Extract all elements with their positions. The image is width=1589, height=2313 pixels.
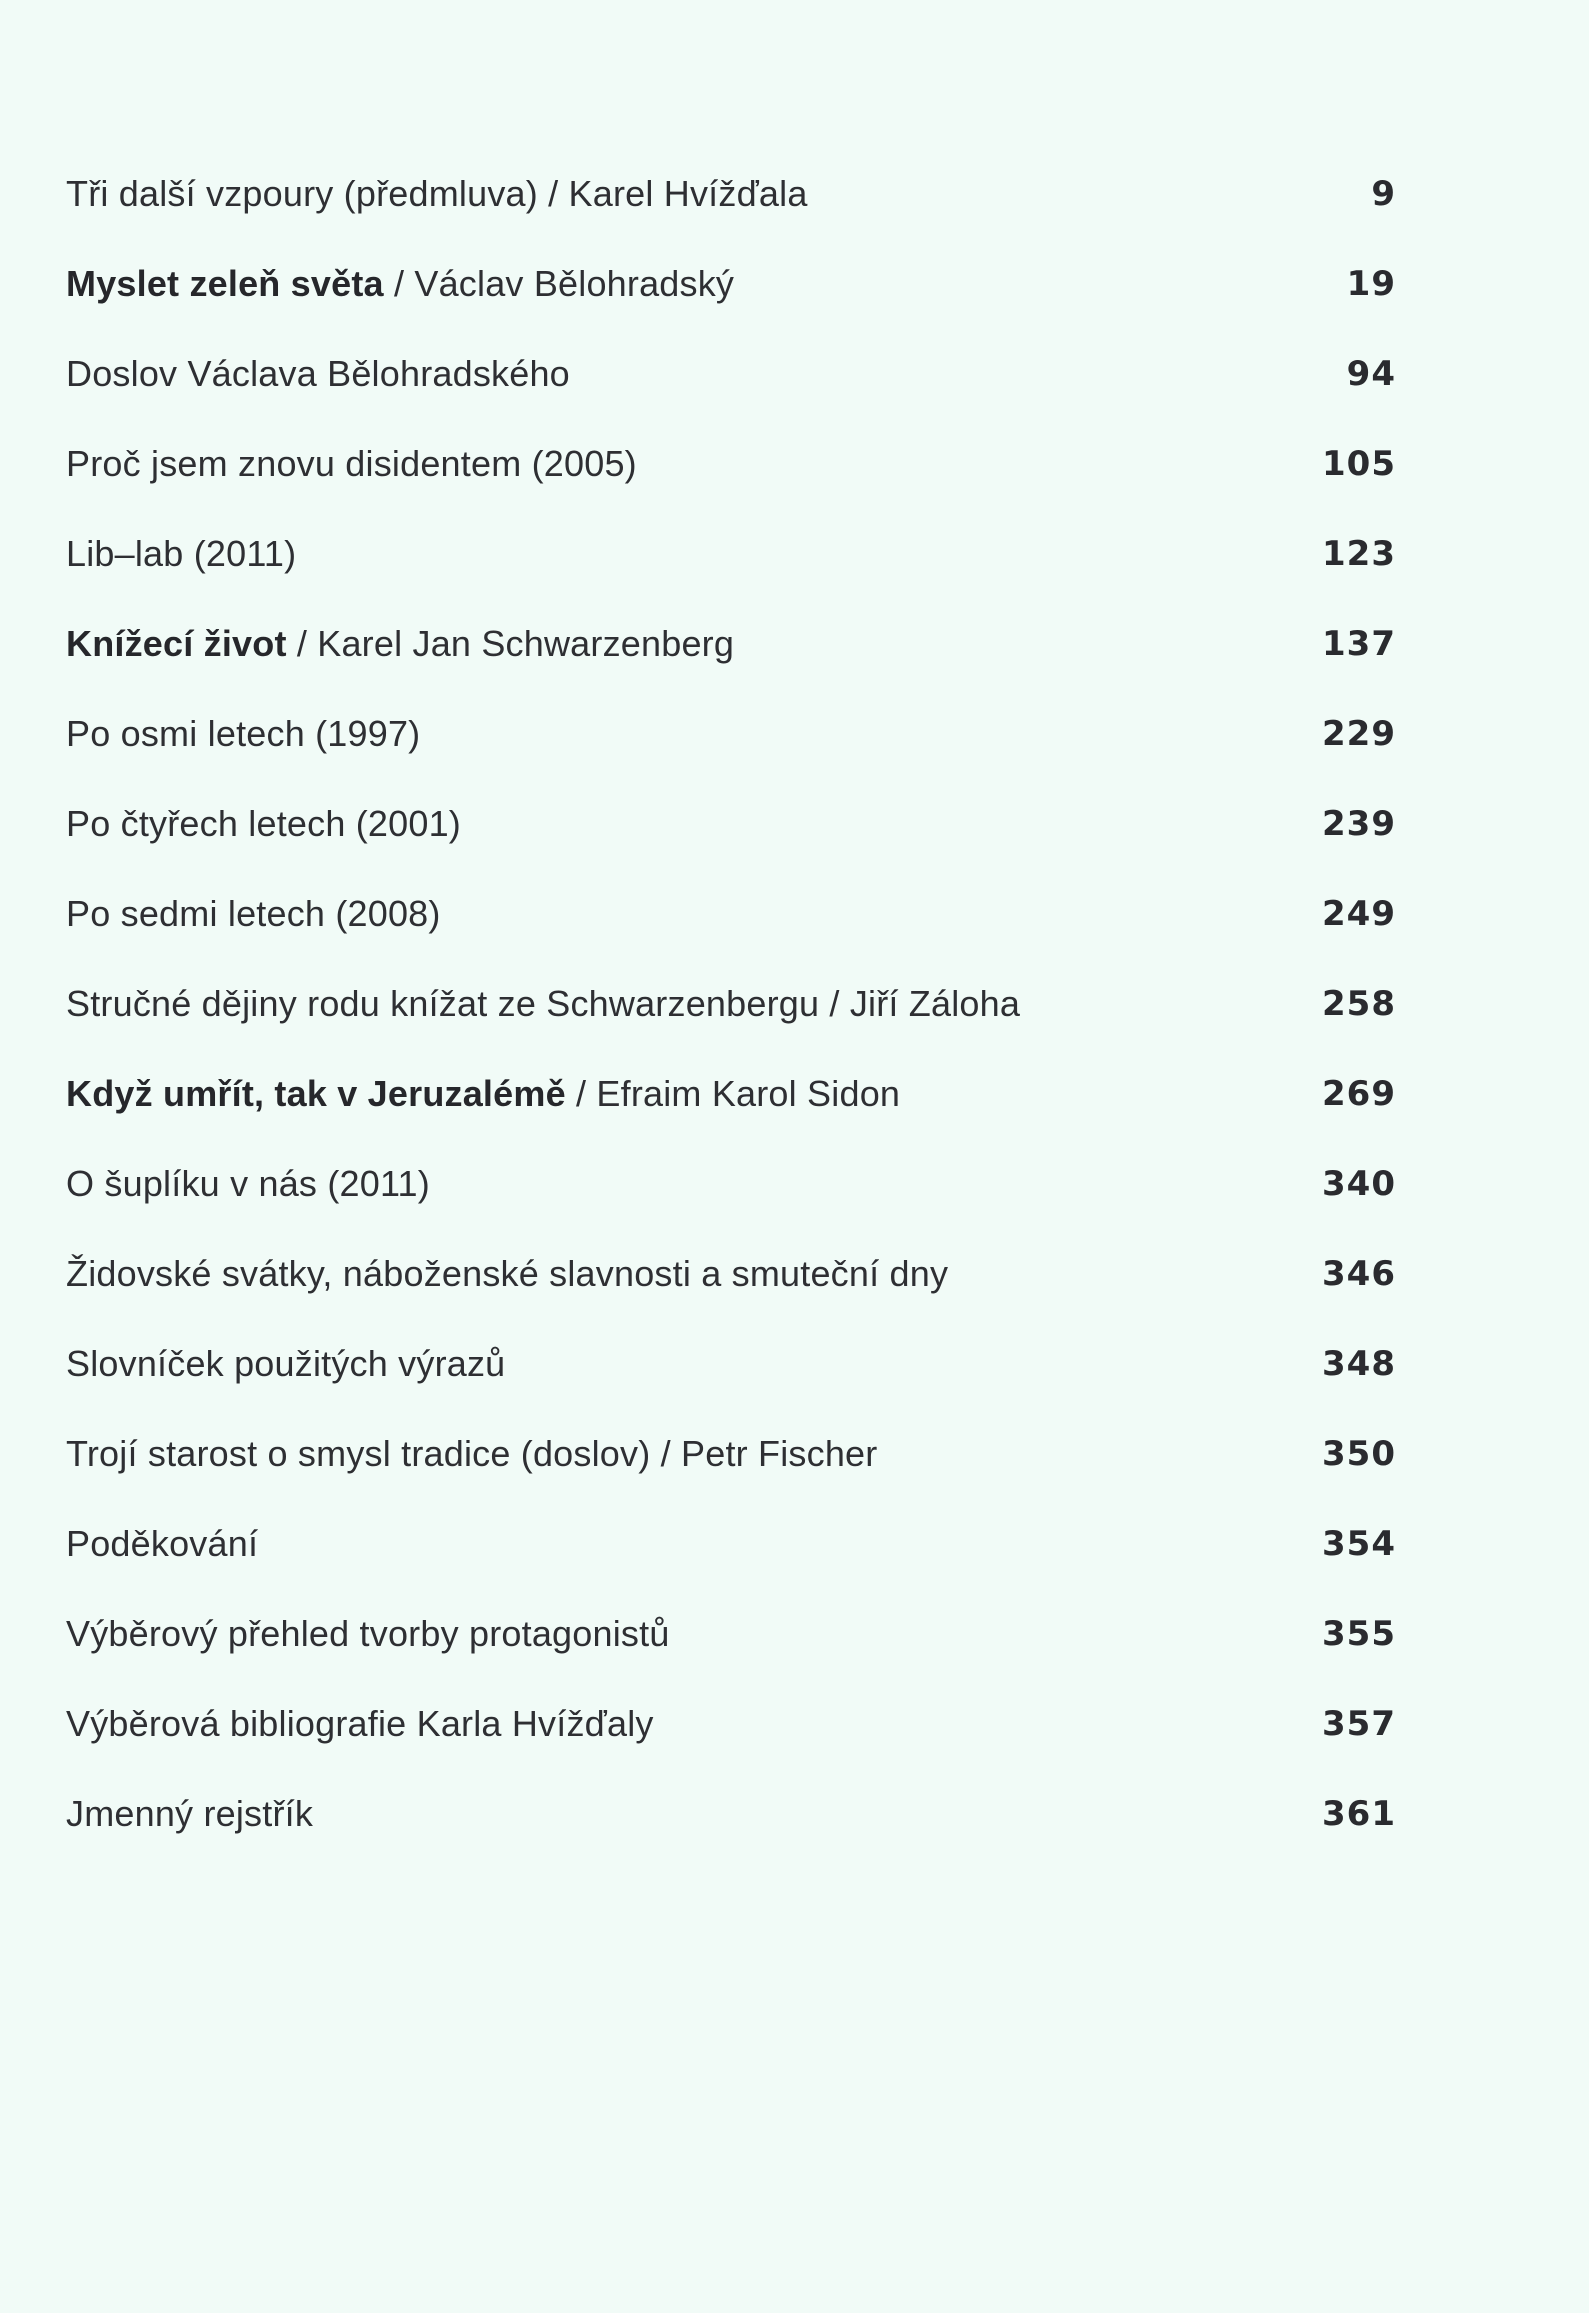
toc-entry [66,886,1396,946]
toc-entry-title [66,1336,505,1392]
toc-entry [66,1516,1396,1576]
toc-entry [66,706,1396,766]
toc-entry-title [66,1786,313,1842]
toc-entry-title-rest: Proč jsem znovu disidentem (2005) [66,443,637,484]
toc-entry [66,256,1396,316]
toc-entry-title-rest: Po osmi letech (1997) [66,713,421,754]
toc-entry-title-rest: Židovské svátky, náboženské slavnosti a smuteční dny [66,1253,949,1294]
toc-entry [66,436,1396,496]
toc-entry-page-number: 350 [1322,1434,1396,1474]
toc-entry-title [66,1516,258,1572]
toc-entry-title [66,976,1020,1032]
toc-entry [66,1156,1396,1216]
toc-entry-title [66,1246,948,1302]
toc-entry-title [66,1156,430,1212]
toc-entry-title-rest: Výběrový přehled tvorby protagonistů [66,1613,670,1654]
toc-entry-title-rest: Slovníček použitých výrazů [66,1343,506,1384]
toc-entry-title-rest: Poděkování [66,1523,259,1564]
toc-entry-title-rest: Tři další vzpoury (předmluva) / Karel Hvížďala [66,173,808,214]
toc-entry-title [66,436,637,492]
toc-entry-page-number: 105 [1322,444,1396,484]
toc-entry-page-number: 340 [1322,1164,1396,1204]
toc-entry [66,1786,1396,1846]
toc-entry-title-rest: Lib–lab (2011) [66,533,297,574]
toc-entry-page-number: 229 [1322,714,1396,754]
toc-entry [66,346,1396,406]
toc-entry-title-rest: Po sedmi letech (2008) [66,893,441,934]
toc-entry-page-number: 354 [1322,1524,1396,1564]
toc-entry-title [66,1696,654,1752]
toc-entry [66,526,1396,586]
toc-entry-page-number: 357 [1322,1704,1396,1744]
toc-entry-title-rest: Výběrová bibliografie Karla Hvížďaly [66,1703,654,1744]
toc-entry-page-number: 94 [1346,354,1396,394]
toc-entry-title [66,346,570,402]
toc-entry-title [66,706,420,762]
toc-entry-title-rest: Stručné dějiny rodu knížat ze Schwarzenbergu / Jiří Záloha [66,983,1021,1024]
toc-entry-title-rest: Jmenný rejstřík [66,1793,314,1834]
toc-entry-page-number: 355 [1322,1614,1396,1654]
toc-entry-page-number: 249 [1322,894,1396,934]
toc-entry-page-number: 269 [1322,1074,1396,1114]
toc-entry [66,1606,1396,1666]
toc-entry-title-rest: Po čtyřech letech (2001) [66,803,461,844]
toc-entry-title-rest: / Václav Bělohradský [383,263,735,304]
toc-entry-page-number: 346 [1322,1254,1396,1294]
toc-entry-title-rest: / Efraim Karol Sidon [565,1073,901,1114]
toc-entry [66,1696,1396,1756]
toc-entry-page-number: 123 [1322,534,1396,574]
toc-entry-title [66,1066,900,1122]
toc-entry-title-rest: Trojí starost o smysl tradice (doslov) / Petr Fischer [66,1433,878,1474]
toc-entry-title [66,166,808,222]
toc-entry-page-number: 239 [1322,804,1396,844]
toc-entry-page-number: 19 [1346,264,1396,304]
toc-entry-page-number: 361 [1322,1794,1396,1834]
toc-entry-page-number: 9 [1371,174,1396,214]
toc-entry-title [66,526,296,582]
toc-entry-title [66,256,734,312]
toc-entry-title [66,1426,877,1482]
toc-entry-title-bold: Knížecí život [66,623,287,664]
toc-entry-title [66,796,461,852]
toc-entry [66,796,1396,856]
toc-entry [66,1336,1396,1396]
toc-entry-page-number: 258 [1322,984,1396,1024]
toc-entry [66,976,1396,1036]
toc-entry-title [66,886,441,942]
toc-entry-title-rest: Doslov Václava Bělohradského [66,353,570,394]
toc-entry-page-number: 348 [1322,1344,1396,1384]
toc-entry-title-rest: O šuplíku v nás (2011) [66,1163,430,1204]
toc-entry [66,1426,1396,1486]
toc-entry-title [66,1606,670,1662]
toc-entry-title-rest: / Karel Jan Schwarzenberg [286,623,735,664]
toc-entry-title-bold: Myslet zeleň světa [66,263,384,304]
toc-entry-title [66,616,734,672]
toc-entry [66,1066,1396,1126]
toc-entry [66,166,1396,226]
toc-entry [66,1246,1396,1306]
toc-entry [66,616,1396,676]
toc-entry-title-bold: Když umřít, tak v Jeruzalémě [66,1073,566,1114]
toc-entry-page-number: 137 [1322,624,1396,664]
